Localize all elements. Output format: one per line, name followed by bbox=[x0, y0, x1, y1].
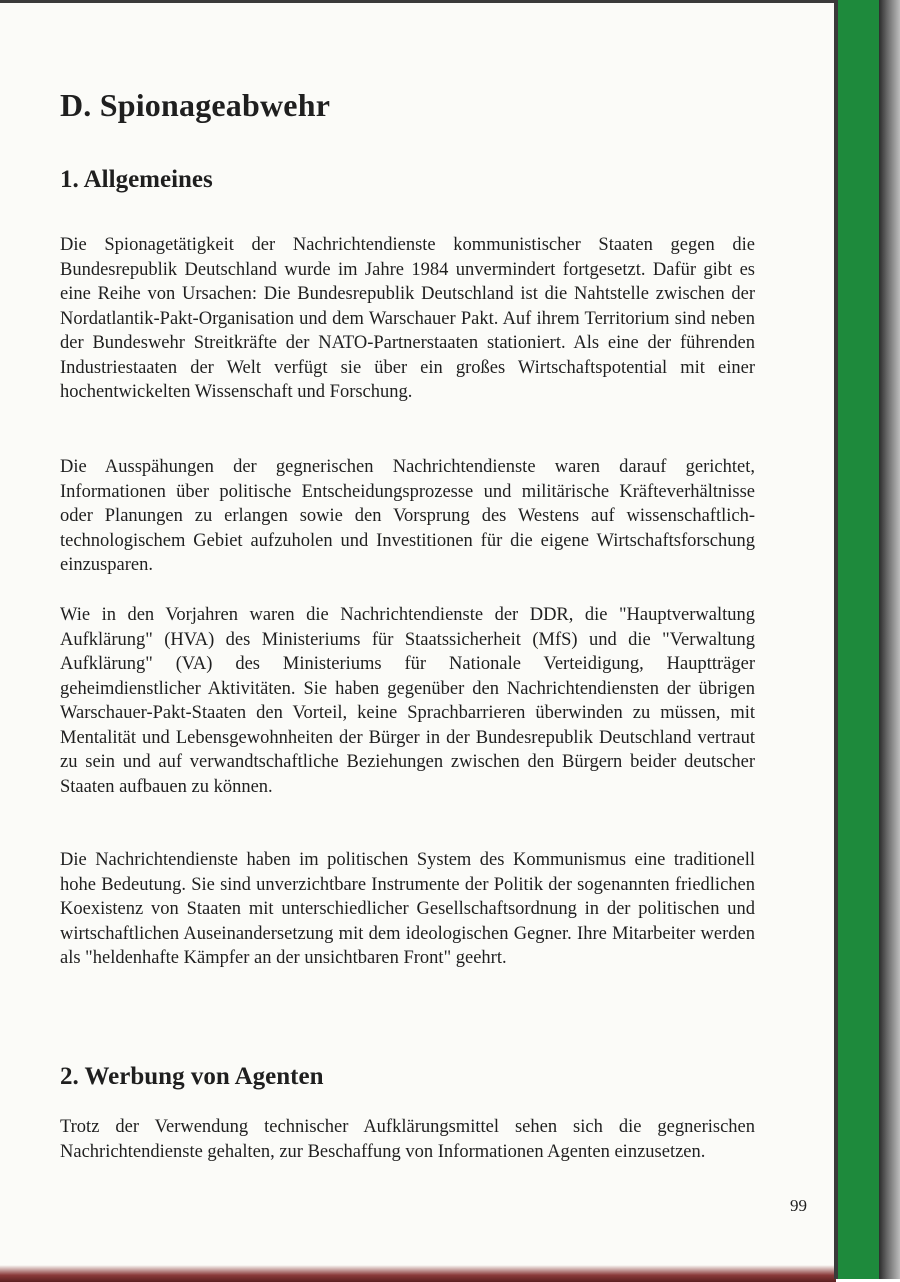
paragraph: Trotz der Verwendung technischer Aufklärungsmittel sehen sich die gegnerischen Nachrichtendienste gehalten, zur Beschaffung von Informationen Agenten einzusetzen. bbox=[60, 1117, 755, 1162]
page-bottom-edge bbox=[0, 1265, 836, 1282]
book-binding-edge bbox=[879, 0, 900, 1279]
section-heading-werbung-von-agenten: 2. Werbung von Agenten bbox=[60, 1063, 324, 1090]
paragraph: Die Ausspähungen der gegnerischen Nachrichtendienste waren darauf gerichtet, Informationen über politische Entscheidungsprozesse und militärische Kräfteverhältnisse oder Planungen zu erlangen sowie den Vorsprung des Westens auf wissenschaftlich-technologischem Gebiet aufzuholen und Investitionen für die eigene Wirtschaftsforschung einzusparen. bbox=[60, 457, 755, 575]
paragraph: Wie in den Vorjahren waren die Nachrichtendienste der DDR, die "Hauptverwaltung Aufklärung" (HVA) des Ministeriums für Staatssicherheit (MfS) und die "Verwaltung Aufklärung" (VA) des Ministeriums für Nationale Verteidigung, Hauptträger geheimdienstlicher Aktivitäten. Sie haben gegenüber den Nachrichtendiensten der übrigen Warschauer-Pakt-Staaten den Vorteil, keine Sprachbarrieren überwinden zu müssen, mit Mentalität und Lebensgewohnheiten der Bürger in der Bundesrepublik Deutschland vertraut zu sein und auf verwandtschaftliche Beziehungen zwischen den Bürgern beider deutscher Staaten aufbauen zu können. bbox=[60, 605, 755, 797]
page-number: 99 bbox=[790, 1196, 807, 1215]
chapter-title: D. Spionageabwehr bbox=[60, 87, 331, 123]
paragraph: Die Spionagetätigkeit der Nachrichtendienste kommunistischer Staaten gegen die Bundesrepublik Deutschland wurde im Jahre 1984 unvermindert fortgesetzt. Dafür gibt es eine Reihe von Ursachen: Die Bundesrepublik Deutschland ist die Nahtstelle zwischen der Nordatlantik-Pakt-Organisation und dem Warschauer Pakt. Auf ihrem Territorium sind neben der Bundeswehr Streitkräfte der NATO-Partnerstaaten stationiert. Als eine der führenden Industriestaaten der Welt verfügt sie über ein großes Wirtschaftspotential mit einer hochentwickelten Wissenschaft und Forschung. bbox=[60, 235, 755, 402]
paragraph: Die Nachrichtendienste haben im politischen System des Kommunismus eine traditionell hohe Bedeutung. Sie sind unverzichtbare Instrumente der Politik der sogenannten friedlichen Koexistenz von Staaten mit unterschiedlicher Gesellschaftsordnung in der politischen und wirtschaftlichen Auseinandersetzung mit dem ideologischen Gegner. Ihre Mitarbeiter werden als "heldenhafte Kämpfer an der unsichtbaren Front" geehrt. bbox=[60, 850, 755, 968]
green-book-spine bbox=[838, 0, 880, 1279]
section-heading-allgemeines: 1. Allgemeines bbox=[60, 166, 213, 193]
